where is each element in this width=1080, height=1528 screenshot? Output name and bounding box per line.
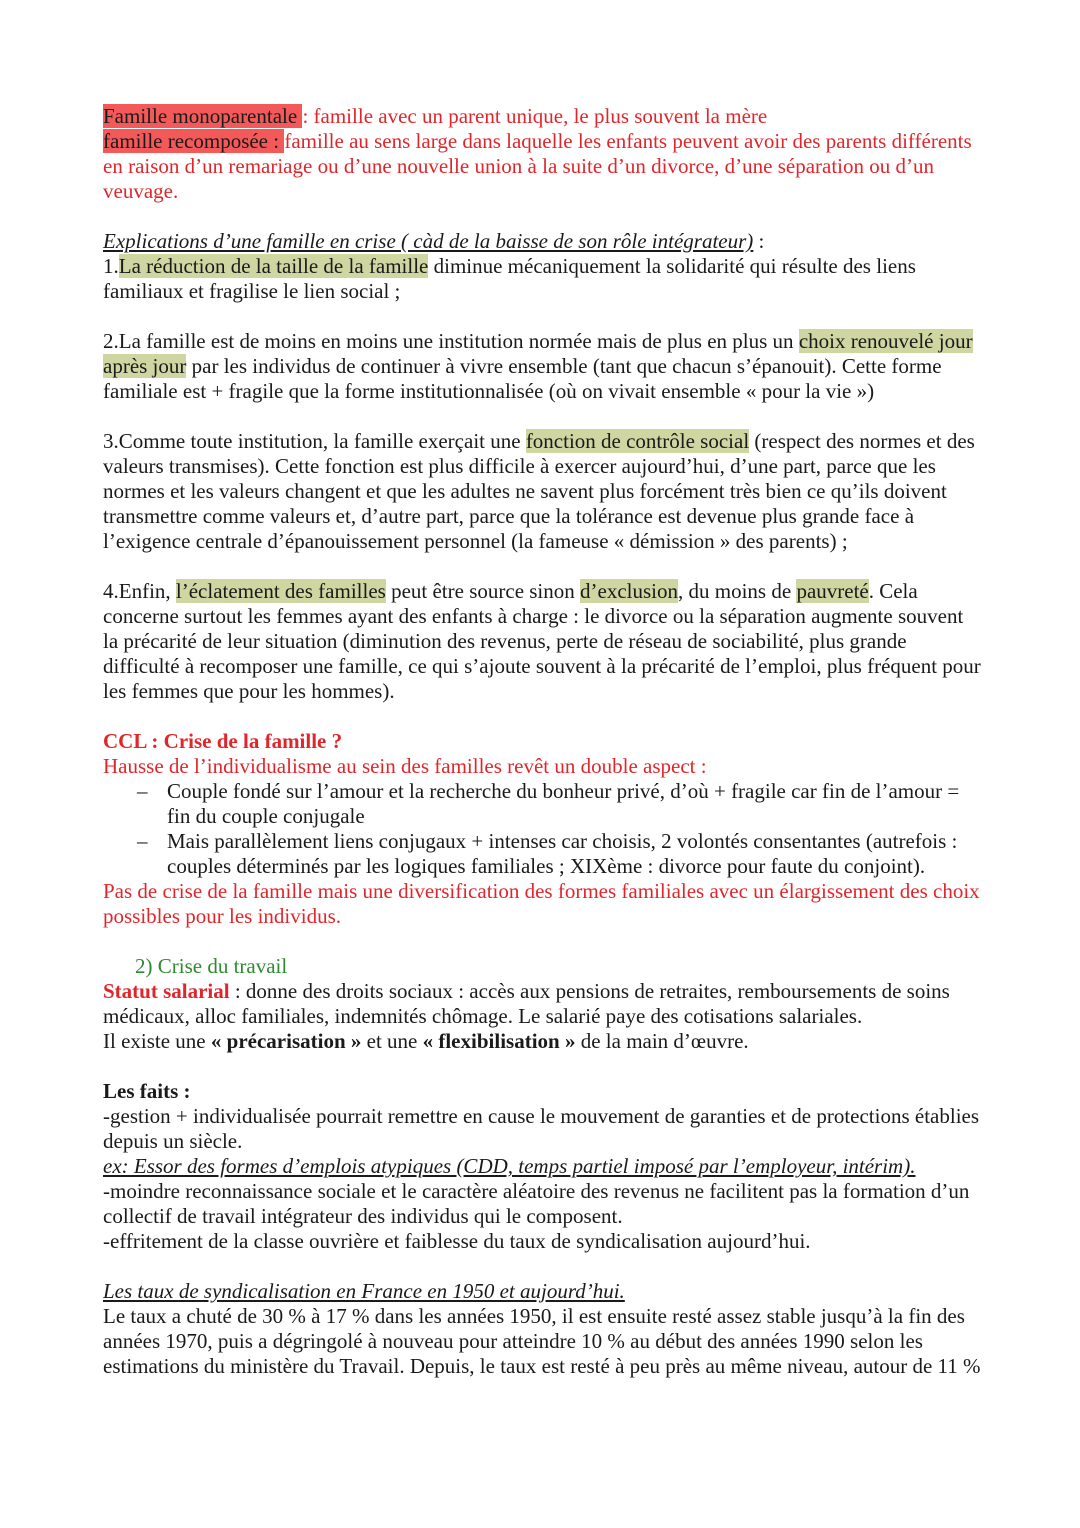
paragraph-1: 1.La réduction de la taille de la famille diminue mécaniquement la solidarité qui résulte des liens familiaux et fragilise le lien social ; xyxy=(103,254,916,303)
ccl-conclusion: Pas de crise de la famille mais une diversification des formes familiales avec un élargissement des choix possibles pour les individus. xyxy=(103,879,980,928)
precarisation-line: Il existe une « précarisation » et une « flexibilisation » de la main d’œuvre. xyxy=(103,1029,749,1053)
paragraph-2: 2.La famille est de moins en moins une institution normée mais de plus en plus un choix renouvelé jour après jour par les individus de continuer à vivre ensemble (tant que chacun s’épanouit). Cette forme familiale est + fragile que la forme institutionnalisée (où on vivait ensemble « pour la vie ») xyxy=(103,329,973,403)
def-monoparentale: : famille avec un parent unique, le plus souvent la mère xyxy=(302,104,768,128)
fait-example: ex: Essor des formes d’emplois atypiques (CDD, temps partiel imposé par l’employeur, intérim). xyxy=(103,1154,916,1178)
statut-salarial: Statut salarial : donne des droits sociaux : accès aux pensions de retraites, remboursements de soins médicaux, alloc familiales, indemnités chômage. Le salarié paye des cotisations salariales. xyxy=(103,979,950,1028)
ccl-intro: Hausse de l’individualisme au sein des familles revêt un double aspect : xyxy=(103,754,707,778)
document-page xyxy=(103,104,983,1379)
syndicalisation-title: Les taux de syndicalisation en France en 1950 et aujourd’hui. xyxy=(103,1279,625,1303)
heading-text: Explications d’une famille en crise ( càd de la baisse de son rôle intégrateur) xyxy=(103,229,754,253)
highlight-controle-social: fonction de contrôle social xyxy=(525,429,750,453)
term-statut-salarial: Statut salarial xyxy=(103,979,230,1003)
fait-3: -effritement de la classe ouvrière et faiblesse du taux de syndicalisation aujourd’hui. xyxy=(103,1229,811,1253)
paragraph-3: 3.Comme toute institution, la famille exerçait une fonction de contrôle social (respect des normes et des valeurs transmises). Cette fonction est plus difficile à exercer aujourd’hui, d’une part, parce que les normes et les valeurs changent et que les adultes ne savent plus forcément très bien ce qu’ils doivent transmettre comme valeurs et, d’autre part, parce que la tolérance est devenue plus grande face à l’exigence centrale d’épanouissement personnel (la fameuse « démission » des parents) ; xyxy=(103,429,975,553)
ccl-title: CCL : Crise de la famille ? xyxy=(103,729,343,753)
definition-monoparentale xyxy=(103,104,983,129)
list-item: – Couple fondé sur l’amour et la recherche du bonheur privé, d’où + fragile car fin de l’amour = fin du couple conjugale xyxy=(167,779,983,829)
faits-title: Les faits : xyxy=(103,1079,191,1103)
highlight-eclatement: l’éclatement des familles xyxy=(175,579,386,603)
highlight-pauvrete: pauvreté xyxy=(796,579,869,603)
highlight-exclusion: d’exclusion xyxy=(580,579,679,603)
fait-2: -moindre reconnaissance sociale et le caractère aléatoire des revenus ne facilitent pas la formation d’un collectif de travail intégrateur des individus qui le composent. xyxy=(103,1179,970,1228)
fait-1: -gestion + individualisée pourrait remettre en cause le mouvement de garanties et de protections établies depuis un siècle. xyxy=(103,1104,980,1153)
term-recomposee: famille recomposée : xyxy=(103,129,285,153)
list-item: – Mais parallèlement liens conjugaux + intenses car choisis, 2 volontés consentantes (autrefois : couples déterminés par les logiques familiales ; XIXème : divorce pour faute du conjoint). xyxy=(167,829,983,879)
highlight-taille-famille: La réduction de la taille de la famille xyxy=(118,254,429,278)
section-heading-travail: 2) Crise du travail xyxy=(135,954,288,978)
syndicalisation-text: Le taux a chuté de 30 % à 17 % dans les années 1950, il est ensuite resté assez stable jusqu’à la fin des années 1970, puis a dégringolé à nouveau pour atteindre 10 % au début des années 1990 selon les estimations du ministère du Travail. Depuis, le taux est resté à peu près au même niveau, autour de 11 % xyxy=(103,1304,981,1378)
ccl-list xyxy=(103,779,983,879)
term-monoparentale: Famille monoparentale xyxy=(103,104,303,128)
definition-recomposee xyxy=(103,129,983,204)
section-heading-famille-crise: Explications d’une famille en crise ( càd de la baisse de son rôle intégrateur) : xyxy=(103,229,765,253)
highlight-choix: choix renouvelé jour après jour xyxy=(103,329,973,378)
def-recomposee: famille au sens large dans laquelle les enfants peuvent avoir des parents différents en raison d’un remariage ou d’une nouvelle union à la suite d’un divorce, d’une séparation ou d’un veuvage. xyxy=(103,129,972,203)
paragraph-4: 4.Enfin, l’éclatement des familles peut être source sinon d’exclusion, du moins de pauvreté. Cela concerne surtout les femmes ayant des enfants à charge : le divorce ou la séparation augmente souvent la précarité de leur situation (diminution des revenus, perte de réseau de sociabilité, plus grande difficulté à recomposer une famille, ce qui s’ajoute souvent à la précarité de l’emploi, plus fréquent pour les femmes que pour les hommes). xyxy=(103,579,981,703)
